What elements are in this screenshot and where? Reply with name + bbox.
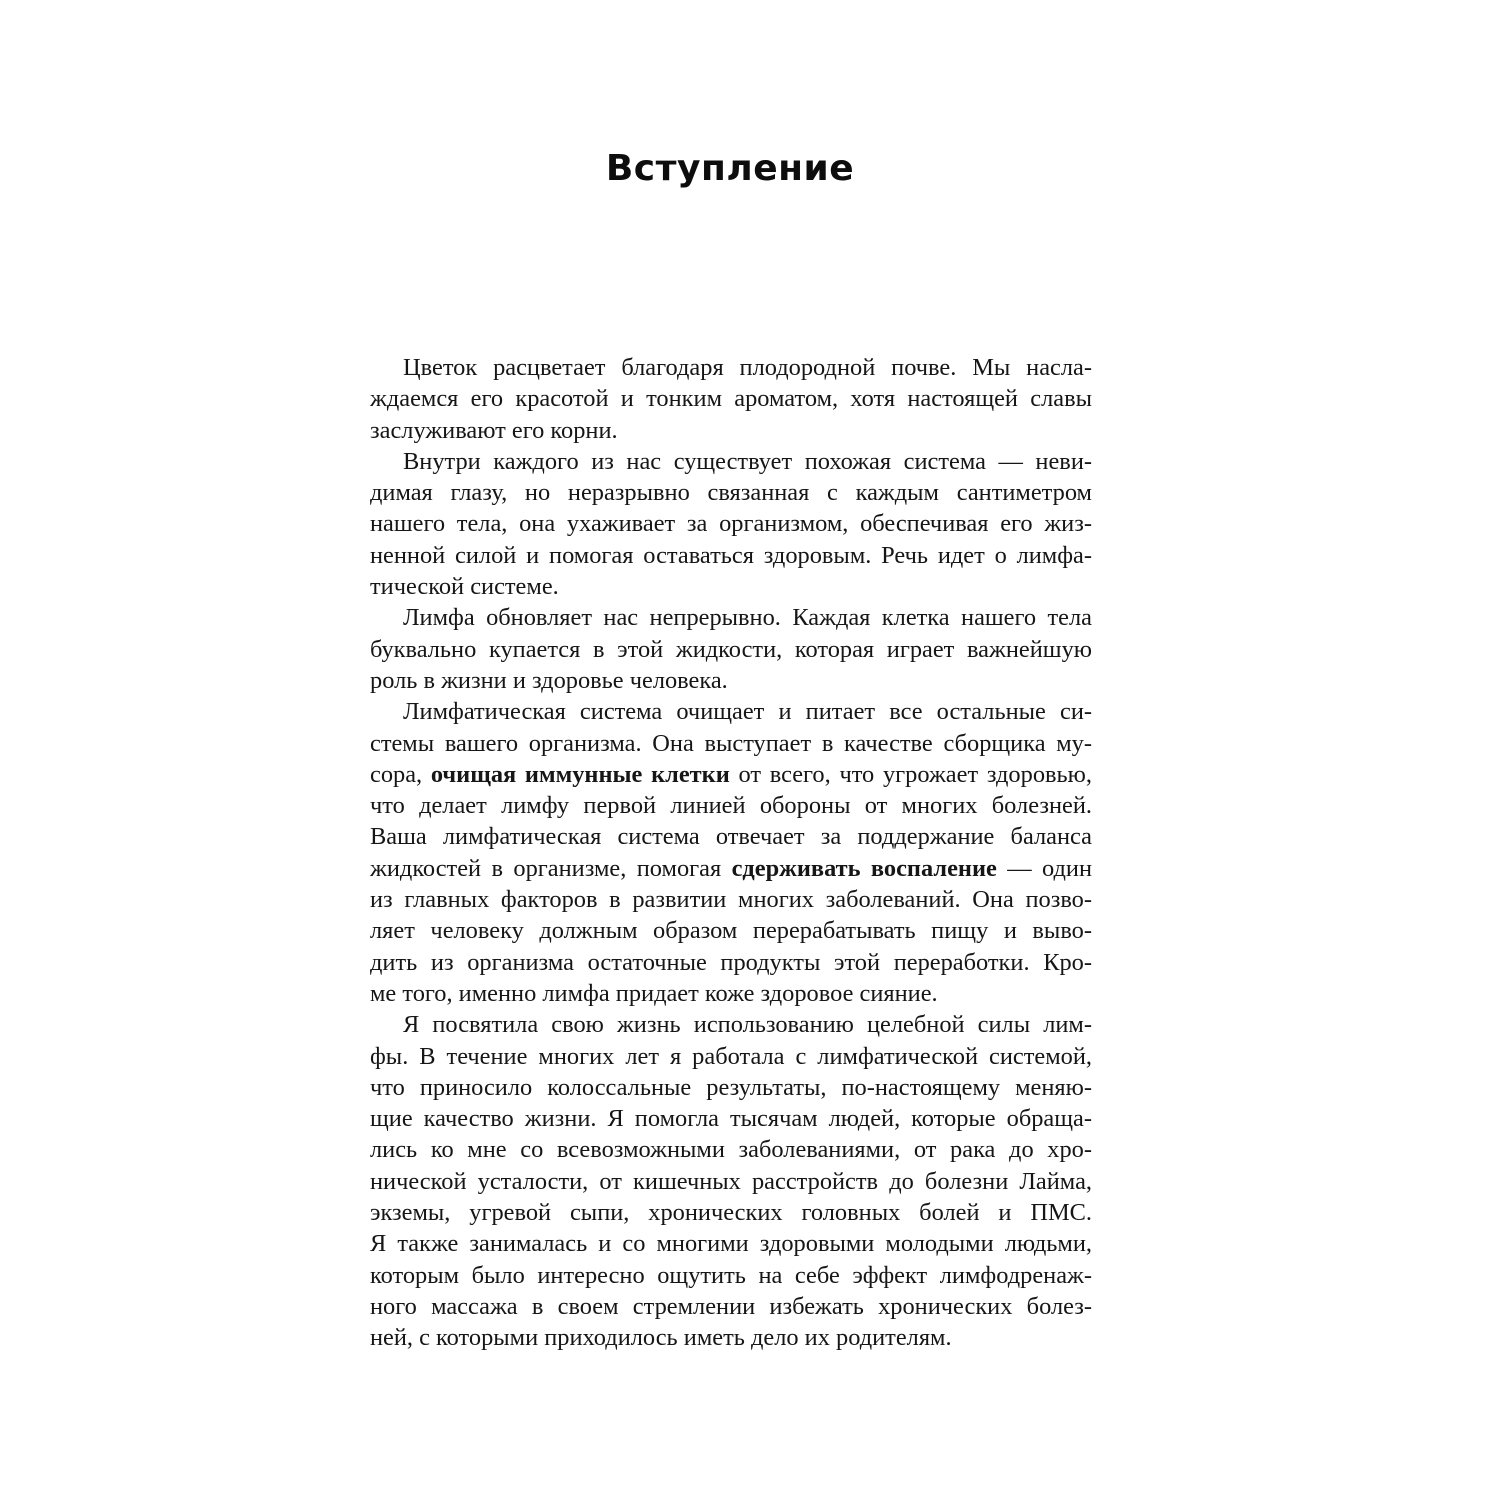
- text-line: Внутри каждого из нас существует похожая система — неви-: [403, 447, 1092, 475]
- text-line: ляет человеку должным образом перерабатывать пищу и выво-: [370, 917, 1092, 945]
- text-segment: сора,: [370, 760, 431, 788]
- text-line: фы. В течение многих лет я работала с лимфатической системой,: [370, 1042, 1092, 1070]
- text-line: что приносило колоссальные результаты, по-настоящему меняю-: [370, 1073, 1092, 1101]
- paragraph-5: [370, 1009, 1092, 1353]
- text-line: заслуживают его корни.: [370, 416, 618, 444]
- text-line: что делает лимфу первой линией обороны от многих болезней.: [370, 792, 1092, 820]
- paragraph-1: [370, 352, 1092, 446]
- text-line: из главных факторов в развитии многих заболеваний. Она позво-: [370, 886, 1092, 914]
- text-line: тической системе.: [370, 573, 559, 601]
- text-line: нической усталости, от кишечных расстройств до болезни Лайма,: [370, 1167, 1092, 1195]
- body-text: [370, 352, 1092, 1354]
- text-line: экземы, угревой сыпи, хронических головных болей и ПМС.: [370, 1199, 1092, 1227]
- text-line: лись ко мне со всевозможными заболеваниями, от рака до хро-: [370, 1136, 1092, 1164]
- text-line: нашего тела, она ухаживает за организмом, обеспечивая его жиз-: [370, 510, 1092, 538]
- text-segment: жидкостей в организме, помогая: [370, 854, 732, 882]
- text-line: буквально купается в этой жидкости, которая играет важнейшую: [370, 635, 1092, 663]
- text-line: щие качество жизни. Я помогла тысячам людей, которые обраща-: [370, 1105, 1092, 1133]
- text-line: Цветок расцветает благодаря плодородной почве. Мы насла-: [403, 354, 1092, 381]
- text-line: [370, 759, 1092, 790]
- paragraph-4: [370, 696, 1092, 1009]
- text-line: Я также занималась и со многими здоровыми молодыми людьми,: [370, 1230, 1092, 1258]
- text-segment: от всего, что угрожает здоровью,: [729, 760, 1092, 788]
- text-line: димая глазу, но неразрывно связанная с каждым сантиметром: [370, 479, 1092, 507]
- text-line: Я посвятила свою жизнь использованию целебной силы лим-: [403, 1011, 1092, 1039]
- text-line: Лимфа обновляет нас непрерывно. Каждая клетка нашего тела: [403, 604, 1092, 632]
- text-line: которым было интересно ощутить на себе эффект лимфодренаж-: [370, 1261, 1092, 1289]
- text-line: Лимфатическая система очищает и питает все остальные си-: [403, 698, 1092, 726]
- paragraph-3: [370, 602, 1092, 696]
- paragraph-2: [370, 446, 1092, 602]
- text-segment: — один: [996, 854, 1093, 882]
- bold-phrase-immune-cells: очищая иммунные клетки: [430, 760, 730, 788]
- text-line: ного массажа в своем стремлении избежать хронических болез-: [370, 1292, 1092, 1320]
- text-line: ненной силой и помогая оставаться здоровым. Речь идет о лимфа-: [370, 541, 1092, 569]
- text-line: ждаемся его красотой и тонким ароматом, хотя настоящей славы: [370, 385, 1092, 413]
- chapter-title: Вступление: [605, 148, 855, 189]
- text-line: роль в жизни и здоровье человека.: [370, 666, 728, 694]
- bold-phrase-inflammation: сдерживать воспаление: [731, 854, 997, 882]
- text-line: Ваша лимфатическая система отвечает за поддержание баланса: [370, 823, 1092, 851]
- text-line: ней, с которыми приходилось иметь дело их родителям.: [370, 1324, 952, 1352]
- text-line: дить из организма остаточные продукты этой переработки. Кро-: [370, 948, 1092, 976]
- text-line: стемы вашего организма. Она выступает в качестве сборщика му-: [370, 729, 1092, 757]
- text-line: ме того, именно лимфа придает коже здоровое сияние.: [370, 979, 938, 1007]
- text-line: [370, 853, 1092, 884]
